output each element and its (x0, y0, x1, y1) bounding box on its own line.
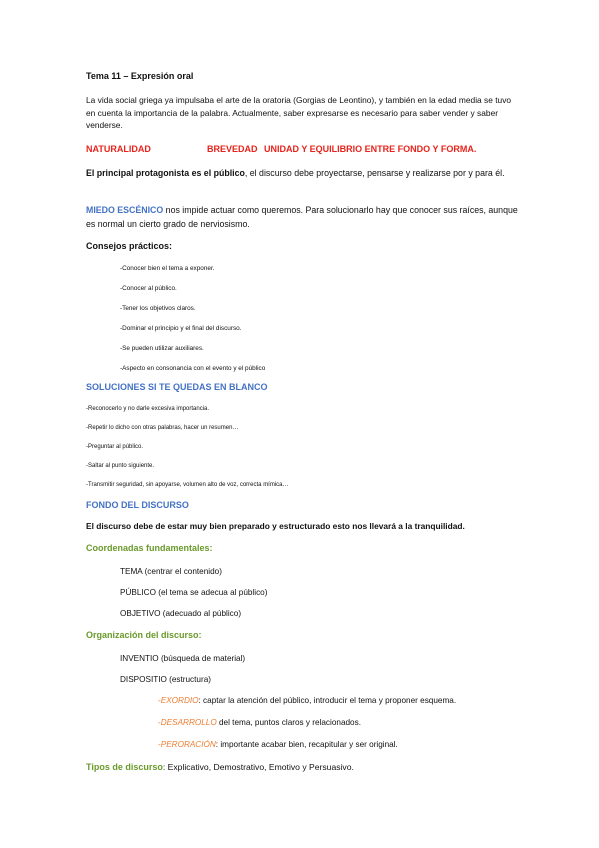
tipos-label: Tipos de discurso (86, 762, 163, 772)
protagonista-bold: El principal protagonista es el público (86, 168, 245, 178)
consejo-item: -Dominar el principio y el final del discurso. (120, 325, 242, 332)
sub-item-desarrollo (158, 717, 361, 728)
sub-dash: - (158, 696, 161, 705)
protagonista-paragraph (86, 166, 518, 180)
consejos-heading: Consejos prácticos: (86, 241, 173, 251)
sub-dash: - (158, 740, 161, 749)
fondo-text: El discurso debe de estar muy bien preparado y estructurado esto nos llevará a la tranquilidad. (86, 521, 465, 531)
organizacion-item: DISPOSITIO (estructura) (120, 675, 211, 684)
consejo-item: -Se pueden utilizar auxiliares. (120, 345, 204, 352)
sub-dash: - (158, 718, 161, 727)
coordenada-item: PÚBLICO (el tema se adecua al público) (120, 588, 268, 597)
consejo-item: -Tener los objetivos claros. (120, 305, 196, 312)
sub-term-peroracion: PERORACIÓN (160, 740, 216, 749)
coordenadas-heading: Coordenadas fundamentales: (86, 543, 213, 553)
consejo-item: -Conocer al público. (120, 285, 177, 292)
coordenada-item: OBJETIVO (adecuado al público) (120, 609, 242, 618)
sub-item-peroracion (158, 739, 398, 750)
sub-term-exordio: EXORDIO (160, 696, 199, 705)
protagonista-rest: , el discurso debe proyectarse, pensarse y realizarse por y para él. (244, 168, 505, 178)
page-title: Tema 11 – Expresión oral (86, 71, 194, 81)
solucion-item: -Reconocerlo y no darle excesiva importancia. (86, 406, 210, 412)
consejo-item: -Aspecto en consonancia con el evento y el público (120, 365, 266, 372)
value-unidad: UNIDAD Y EQUILIBRIO ENTRE FONDO Y FORMA. (264, 144, 477, 154)
soluciones-heading: SOLUCIONES SI TE QUEDAS EN BLANCO (86, 382, 268, 392)
value-naturalidad: NATURALIDAD (86, 144, 151, 154)
solucion-item: -Saltar al punto siguiente. (86, 463, 155, 469)
miedo-rest: nos impide actuar como queremos. Para solucionarlo hay que conocer sus raíces, aunque es normal un cierto grado de nerviosismo. (86, 205, 518, 229)
organizacion-item: INVENTIO (búsqueda de material) (120, 654, 246, 663)
tipos-colon: : (162, 762, 166, 772)
miedo-paragraph (86, 203, 518, 231)
coordenada-item: TEMA (centrar el contenido) (120, 567, 222, 576)
fondo-heading: FONDO DEL DISCURSO (86, 500, 189, 510)
solucion-item: -Transmitir seguridad, sin apoyarse, volumen alto de voz, correcta mímica… (86, 482, 289, 488)
consejo-item: -Conocer bien el tema a exponer. (120, 265, 215, 272)
sub-rest: : captar la atención del público, introducir el tema y proponer esquema. (198, 696, 457, 705)
solucion-item: -Repetir lo dicho con otras palabras, hacer un resumen… (86, 425, 239, 431)
sub-item-exordio (158, 695, 456, 706)
tipos-line (86, 762, 354, 773)
sub-rest: : importante acabar bien, recapitular y ser original. (215, 740, 398, 749)
value-brevedad: BREVEDAD (207, 144, 258, 154)
miedo-label: MIEDO ESCÉNICO (86, 205, 164, 215)
organizacion-heading: Organización del discurso: (86, 630, 202, 640)
sub-rest: del tema, puntos claros y relacionados. (216, 718, 361, 727)
intro-paragraph: La vida social griega ya impulsaba el arte de la oratoria (Gorgias de Leontino), y también en la edad media se tuvo en cuenta la importancia de la palabra. Actualmente, saber expresarse es necesario para saber vender y saber venderse. (86, 95, 512, 130)
solucion-item: -Preguntar al público. (86, 444, 144, 450)
tipos-rest: Explicativo, Demostrativo, Emotivo y Persuasivo. (165, 762, 354, 772)
sub-term-desarrollo: DESARROLLO (160, 718, 217, 727)
